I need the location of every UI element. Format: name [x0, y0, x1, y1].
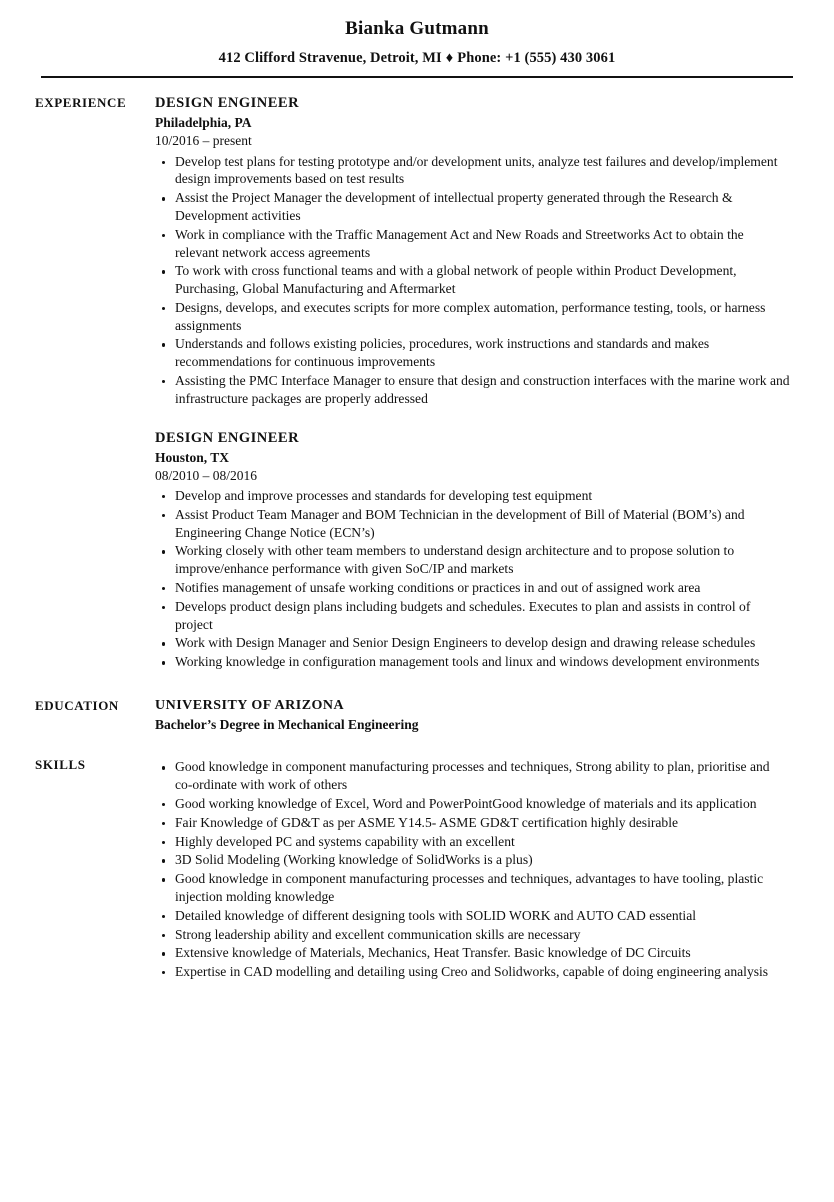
contact-address: 412 Clifford Stravenue, Detroit, MI: [218, 49, 442, 66]
experience-item: [155, 429, 790, 671]
skill-bullet: Detailed knowledge of different designing tools with SOLID WORK and AUTO CAD essential: [155, 907, 790, 925]
job-bullet: Notifies management of unsafe working conditions or practices in and out of assigned work area: [155, 579, 790, 597]
job-bullet: Working knowledge in configuration management tools and linux and windows development environments: [155, 653, 790, 671]
contact-line: [0, 50, 834, 67]
section-label-education: EDUCATION: [35, 697, 119, 713]
job-bullet: Develop and improve processes and standards for developing test equipment: [155, 487, 790, 505]
resume-header: [0, 0, 834, 78]
diamond-separator-icon: ♦: [445, 49, 454, 66]
skills-list: [155, 756, 790, 981]
skill-bullet: Good knowledge in component manufacturing processes and techniques, advantages to have tooling, plastic injection molding knowledge: [155, 870, 790, 906]
section-label-experience: EXPERIENCE: [35, 95, 127, 111]
job-bullet-list: [155, 153, 790, 408]
section-skills: [35, 756, 790, 981]
job-bullet: Assist the Project Manager the development of intellectual property generated through the Research & Development activities: [155, 189, 790, 225]
job-bullet: Understands and follows existing policies, procedures, work instructions and standards and makes recommendations for continuous improvements: [155, 335, 790, 371]
education-school: UNIVERSITY OF ARIZONA: [155, 697, 345, 713]
skill-bullet: Highly developed PC and systems capability with an excellent: [155, 833, 790, 851]
job-title: DESIGN ENGINEER: [155, 95, 300, 112]
job-location: Philadelphia, PA: [155, 115, 252, 131]
job-dates: 08/2010 – 08/2016: [155, 467, 258, 483]
section-experience: [35, 94, 790, 671]
resume-content: [0, 94, 834, 981]
contact-phone: Phone: +1 (555) 430 3061: [457, 49, 616, 66]
skill-bullet: Expertise in CAD modelling and detailing using Creo and Solidworks, capable of doing engineering analysis: [155, 963, 790, 981]
candidate-name: Bianka Gutmann: [345, 18, 489, 39]
job-bullet-list: [155, 487, 790, 671]
skill-bullet: Good knowledge in component manufacturing processes and techniques, Strong ability to plan, prioritise and co-ordinate with work of others: [155, 758, 790, 794]
header-divider: [41, 76, 793, 78]
experience-list: [155, 94, 790, 671]
job-title: DESIGN ENGINEER: [155, 429, 300, 446]
job-bullet: Assisting the PMC Interface Manager to ensure that design and construction interfaces with the marine work and infrastructure packages are properly addressed: [155, 372, 790, 408]
section-education: [35, 697, 790, 734]
job-bullet: Designs, develops, and executes scripts for more complex automation, performance testing, tools, or harness assignments: [155, 299, 790, 335]
job-bullet: To work with cross functional teams and with a global network of people within Product Development, Purchasing, Global Manufacturing and Aftermarket: [155, 262, 790, 298]
job-dates: 10/2016 – present: [155, 133, 252, 149]
experience-item: [155, 94, 790, 407]
education-list: [155, 697, 790, 734]
job-bullet: Work with Design Manager and Senior Design Engineers to develop design and drawing release schedules: [155, 634, 790, 652]
skill-bullet: Extensive knowledge of Materials, Mechanics, Heat Transfer. Basic knowledge of DC Circuits: [155, 944, 790, 962]
skill-bullet: Strong leadership ability and excellent communication skills are necessary: [155, 926, 790, 944]
job-bullet: Assist Product Team Manager and BOM Technician in the development of Bill of Material (BOM’s) and Engineering Change Notice (ECN’s): [155, 506, 790, 542]
education-degree: Bachelor’s Degree in Mechanical Engineering: [155, 717, 419, 733]
education-item: [155, 697, 790, 734]
job-bullet: Develops product design plans including budgets and schedules. Executes to plan and assists in control of project: [155, 598, 790, 634]
skill-bullet: 3D Solid Modeling (Working knowledge of SolidWorks is a plus): [155, 851, 790, 869]
job-bullet: Work in compliance with the Traffic Management Act and New Roads and Streetworks Act to obtain the relevant network access agreements: [155, 226, 790, 262]
section-label-skills: SKILLS: [35, 757, 86, 773]
job-bullet: Develop test plans for testing prototype and/or development units, analyze test failures and develop/implement design improvements based on test results: [155, 153, 790, 189]
skill-bullet: Good working knowledge of Excel, Word and PowerPointGood knowledge of materials and its application: [155, 795, 790, 813]
job-location: Houston, TX: [155, 449, 230, 465]
job-bullet: Working closely with other team members to understand design architecture and to propose solution to improve/enhance performance with given SoC/IP and markets: [155, 542, 790, 578]
skill-bullet: Fair Knowledge of GD&T as per ASME Y14.5- ASME GD&T certification highly desirable: [155, 814, 790, 832]
skills-bullet-list: [155, 758, 790, 981]
